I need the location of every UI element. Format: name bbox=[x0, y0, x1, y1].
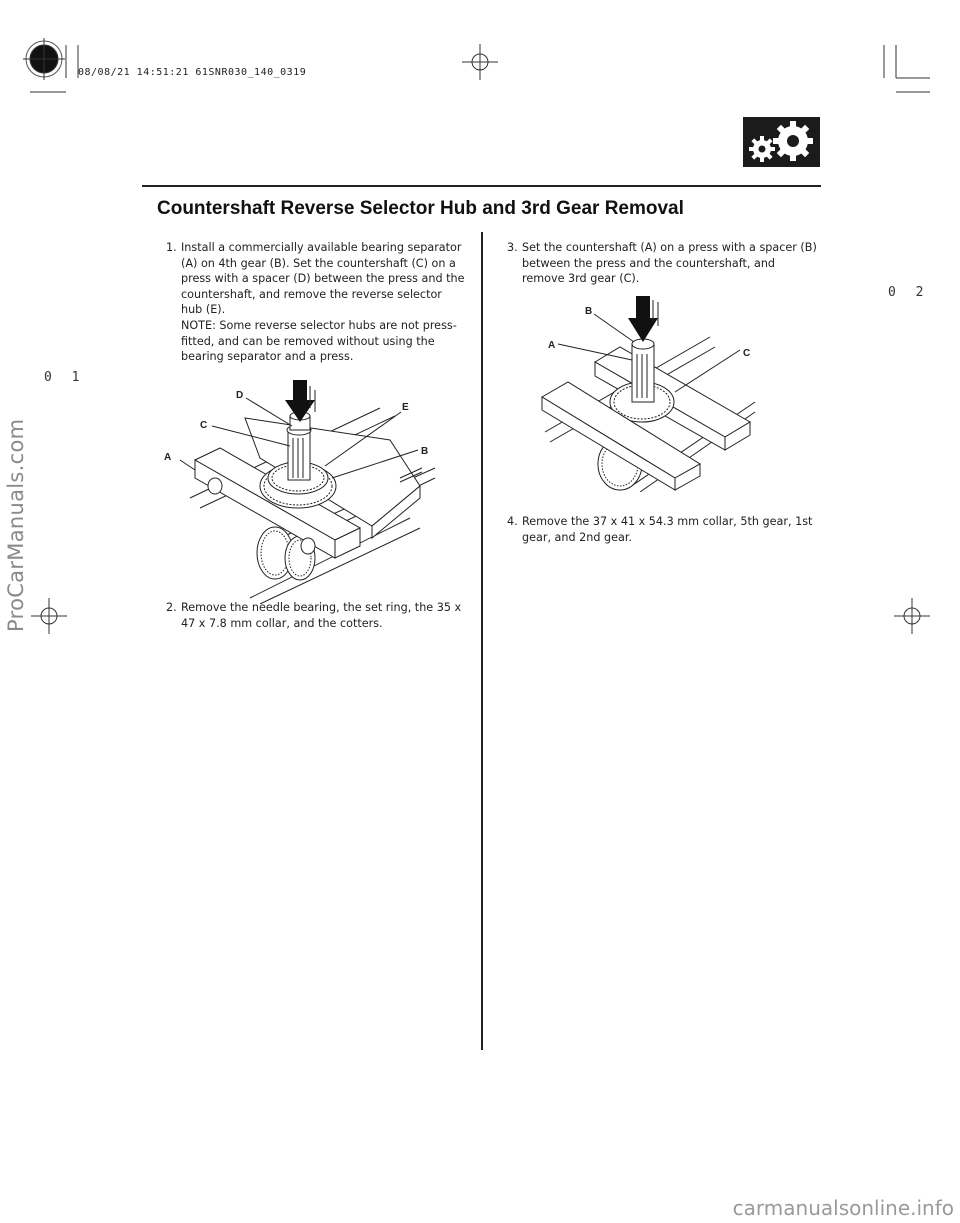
step-number: 3. bbox=[507, 241, 518, 254]
label-c: C bbox=[743, 348, 751, 359]
print-timestamp: 08/08/21 14:51:21 61SNR030_140_0319 bbox=[78, 67, 307, 78]
step-number: 2. bbox=[166, 601, 177, 614]
figure-bearing-separator bbox=[160, 378, 440, 604]
margin-number-right: 0 2 bbox=[888, 285, 930, 300]
step-2 bbox=[166, 600, 466, 631]
margin-number-left: 0 1 bbox=[44, 370, 86, 385]
footer-watermark: carmanualsonline.info bbox=[732, 1196, 954, 1220]
step-text: Set the countershaft (A) on a press with a spacer (B) between the press and the countershaft, and remove 3rd gear (C). bbox=[522, 241, 817, 286]
header-rule bbox=[142, 185, 821, 187]
label-c: C bbox=[200, 420, 208, 431]
step-note: NOTE: Some reverse selector hubs are not press-fitted, and can be removed without using the bearing separator and a press. bbox=[181, 318, 457, 364]
figure-countershaft-press bbox=[540, 292, 760, 492]
label-d: D bbox=[236, 390, 244, 401]
step-number: 4. bbox=[507, 515, 518, 528]
step-text: Remove the 37 x 41 x 54.3 mm collar, 5th gear, 1st gear, and 2nd gear. bbox=[522, 515, 813, 544]
side-watermark: ProCarManuals.com bbox=[4, 418, 28, 632]
step-1 bbox=[166, 240, 466, 365]
label-b: B bbox=[585, 306, 593, 317]
step-number: 1. bbox=[166, 241, 177, 254]
label-e: E bbox=[402, 402, 409, 413]
label-b: B bbox=[421, 446, 429, 457]
label-a: A bbox=[164, 452, 172, 463]
step-4 bbox=[507, 514, 817, 545]
step-text: Install a commercially available bearing separator (A) on 4th gear (B). Set the countershaft (C) on a press with a spacer (D) between the press and the countershaft, and remove the reverse selector hub (E). bbox=[181, 241, 465, 317]
step-text: Remove the needle bearing, the set ring, the 35 x 47 x 7.8 mm collar, and the cotters. bbox=[181, 601, 462, 630]
gears-icon bbox=[743, 117, 820, 167]
page-title: Countershaft Reverse Selector Hub and 3rd Gear Removal bbox=[157, 198, 684, 219]
step-3 bbox=[507, 240, 817, 287]
column-divider bbox=[481, 232, 483, 1050]
label-a: A bbox=[548, 340, 556, 351]
